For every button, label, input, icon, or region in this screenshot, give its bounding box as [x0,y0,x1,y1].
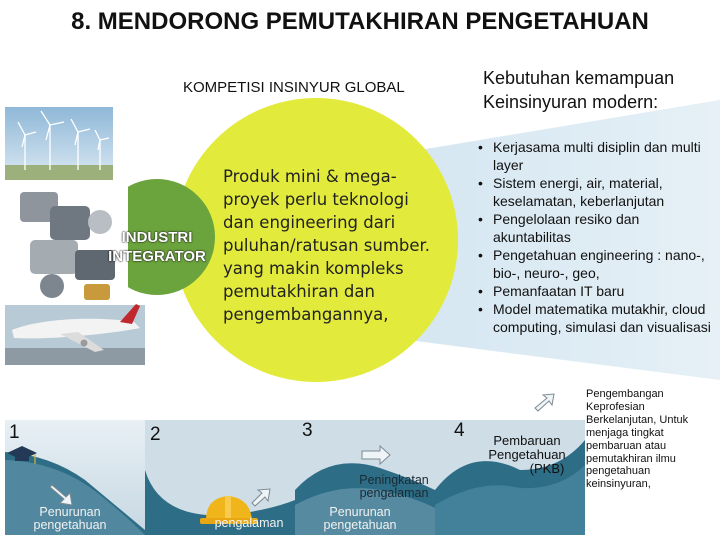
needs-item: • Sistem energi, air, material, keselamatan, keberlanjutan [478,174,718,210]
product-text-line: pengembangannya, [223,305,389,324]
airplane-photo [5,304,145,365]
pkb-description-line: keinsinyuran, [586,478,651,491]
pkb-label-line: (PKB) [529,461,565,476]
step3-label2-line: pengalaman [359,486,429,500]
industry-label-line: INTEGRATOR [108,248,206,265]
industry-label-line: INDUSTRI [121,229,193,246]
wind-turbine-photo [5,107,113,180]
step1-label-line: Penurunan [39,505,101,519]
needs-title-line: Kebutuhan kemampuan [483,68,675,88]
step-number-3: 3 [302,420,313,441]
pkb-description-line: Berkelanjutan, Untuk [586,413,689,426]
product-text-line: yang makin kompleks [223,259,404,278]
product-text-line: dan engineering dari [223,213,396,232]
pkb-label [478,434,576,476]
needs-item: • Pemanfaatan IT baru [478,282,718,300]
needs-title-line: Keinsinyuran modern: [483,92,659,112]
arrow-up-icon [535,394,554,411]
pkb-description-line: Keprofesian [586,400,645,413]
needs-title [483,66,674,114]
step3-label-line: Penurunan [329,505,391,519]
needs-item: • Model matematika mutakhir, cloud computing, simulasi dan visualisasi [478,300,718,336]
pkb-description-line: pemutakhiran ilmu [586,452,676,465]
step-number-1: 1 [9,422,20,443]
step-number-2: 2 [150,424,161,445]
step1-label-line: pengetahuan [33,518,107,532]
step2-label [210,517,288,530]
competition-label: KOMPETISI INSINYUR GLOBAL [183,79,405,96]
needs-list [478,138,718,336]
needs-item: • Pengetahuan engineering : nano-, bio-, neuro-, geo, [478,246,718,282]
step-number-4: 4 [454,420,465,441]
step1-label [22,506,118,532]
pkb-description [586,388,718,491]
step2-label-line: pengalaman [214,516,284,530]
product-text-line: pemutakhiran dan [223,282,375,301]
product-text-line: puluhan/ratusan sumber. [223,236,431,255]
step3-label-line: pengetahuan [323,518,397,532]
pkb-description-line: Pengembangan [586,388,664,400]
step3-label2 [352,474,436,500]
needs-item: • Kerjasama multi disiplin dan multi layer [478,138,718,174]
pkb-description-line: pengetahuan [586,465,651,478]
pkb-label-line: Pengetahuan [488,447,566,462]
pkb-label-line: Pembaruan [493,433,561,448]
needs-item: • Pengelolaan resiko dan akuntabilitas [478,210,718,246]
product-text [223,165,463,326]
pkb-description-line: menjaga tingkat [586,426,664,439]
product-text-line: Produk mini & mega- [223,167,397,186]
industry-integrator-label [98,228,216,266]
step3-label2-line: Peningkatan [359,473,429,487]
product-text-line: proyek perlu teknologi [223,190,409,209]
pkb-description-line: pembaruan atau [586,439,667,452]
page-title: 8. MENDORONG PEMUTAKHIRAN PENGETAHUAN [71,8,649,35]
step3-label [312,506,408,532]
